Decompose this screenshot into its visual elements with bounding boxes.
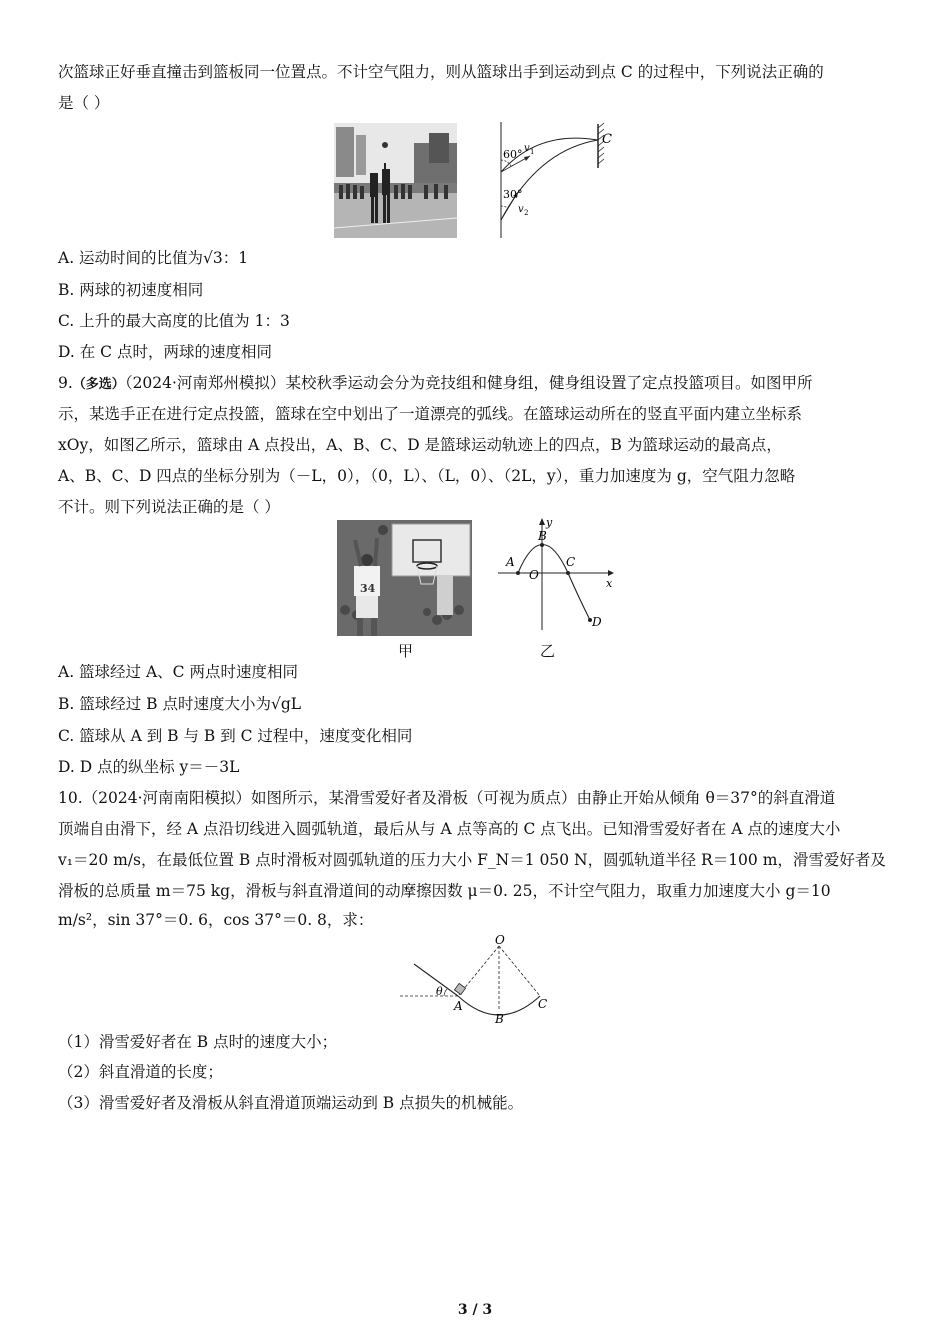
q9-stem-line4: A、B、C、D 四点的坐标分别为（－L，0），（0，L）、（L，0）、（2L，y），重力加速度为 g，空气阻力忽略 bbox=[58, 467, 796, 485]
q10-stem-line1 bbox=[58, 788, 898, 808]
q9-stem-line1 bbox=[58, 373, 898, 395]
q10-number: 10. bbox=[58, 789, 83, 807]
q10-label-a: A bbox=[454, 999, 463, 1013]
q10-label-o: O bbox=[495, 933, 505, 947]
q10-stem-line3: v₁＝20 m/s，在最低位置 B 点时滑板对圆弧轨道的压力大小 F_N＝1 050 N，圆弧轨道半径 R＝100 m，滑雪爱好者及 bbox=[58, 851, 886, 869]
q10-subquestion-1: （1）滑雪爱好者在 B 点时的速度大小； bbox=[58, 1033, 338, 1051]
q8-option-b: B. 两球的初速度相同 bbox=[58, 281, 204, 299]
q10-stem-line5: m/s²，sin 37°＝0. 6，cos 37°＝0. 8，求： bbox=[58, 911, 374, 929]
q10-label-theta: θ bbox=[436, 985, 443, 998]
q9-label-d: D bbox=[592, 615, 602, 629]
q9-option-d: D. D 点的纵坐标 y＝－3L bbox=[58, 758, 240, 776]
q8-stem-line2: 是（ ） bbox=[58, 94, 110, 112]
q9-label-o: O bbox=[529, 568, 539, 582]
q8-v2-label: v bbox=[518, 204, 524, 215]
q9-option-b: B. 篮球经过 B 点时速度大小为√gL bbox=[58, 695, 302, 713]
q9-option-a: A. 篮球经过 A、C 两点时速度相同 bbox=[58, 663, 298, 681]
q10-stem-line2: 顶端自由滑下，经 A 点沿切线进入圆弧轨道，最后从与 A 点等高的 C 点飞出。已知滑雪爱好者在 A 点的速度大小 bbox=[58, 820, 841, 838]
q8-label-c: C bbox=[602, 132, 612, 147]
q9-axis-x-label: x bbox=[606, 577, 613, 590]
q10-source: （2024·河南南阳模拟） bbox=[82, 789, 252, 807]
q8-v1-label: v bbox=[524, 143, 530, 154]
q10-stem-line4: 滑板的总质量 m＝75 kg，滑板与斜直滑道间的动摩擦因数 μ＝0. 25，不计空气阻力，取重力加速度大小 g＝10 bbox=[58, 882, 831, 900]
q9-jersey-number: 34 bbox=[360, 582, 376, 595]
q8-v1-sub: 1 bbox=[530, 148, 535, 156]
q9-stem-text1: 某校秋季运动会分为竞技组和健身组，健身组设置了定点投篮项目。如图甲所 bbox=[285, 374, 813, 392]
q9-coordinate-graph bbox=[496, 516, 616, 632]
q9-label-b: B bbox=[538, 529, 547, 543]
q9-number: 9. bbox=[58, 374, 73, 392]
q8-option-d: D. 在 C 点时，两球的速度相同 bbox=[58, 343, 272, 361]
q8-basketball-photo bbox=[334, 123, 457, 238]
q10-label-b: B bbox=[495, 1012, 504, 1026]
q9-caption-right: 乙 bbox=[540, 642, 556, 660]
q10-ski-track-diagram bbox=[398, 932, 558, 1026]
q9-stem-line2: 示，某选手正在进行定点投篮，篮球在空中划出了一道漂亮的弧线。在篮球运动所在的竖直平面内建立坐标系 bbox=[58, 405, 803, 423]
q9-option-c: C. 篮球从 A 到 B 与 B 到 C 过程中，速度变化相同 bbox=[58, 727, 413, 745]
q8-v2-sub: 2 bbox=[524, 209, 529, 217]
q8-angle-30: 30° bbox=[503, 188, 523, 201]
q9-axis-y-label: y bbox=[546, 516, 553, 529]
q9-source: （2024·河南郑州模拟） bbox=[124, 374, 286, 392]
q8-stem-line1: 次篮球正好垂直撞击到篮板同一位置点。不计空气阻力，则从篮球出手到运动到点 C 的过程中，下列说法正确的 bbox=[58, 63, 824, 81]
q9-caption-left: 甲 bbox=[398, 642, 414, 660]
q8-option-c: C. 上升的最大高度的比值为 1：3 bbox=[58, 312, 290, 330]
q9-label-a: A bbox=[506, 555, 515, 569]
q9-stem-line3: xOy，如图乙所示，篮球由 A 点投出，A、B、C、D 是篮球运动轨迹上的四点，B 为篮球运动的最高点， bbox=[58, 436, 782, 454]
q10-stem-text1: 如图所示，某滑雪爱好者及滑板（可视为质点）由静止开始从倾角 θ＝37°的斜直滑道 bbox=[251, 789, 836, 807]
q8-trajectory-diagram bbox=[498, 120, 618, 240]
q10-subquestion-2: （2）斜直滑道的长度； bbox=[58, 1063, 223, 1081]
q10-subquestion-3: （3）滑雪爱好者及滑板从斜直滑道顶端运动到 B 点损失的机械能。 bbox=[58, 1094, 524, 1112]
q8-option-a: A. 运动时间的比值为√3：1 bbox=[58, 249, 249, 267]
q9-basketball-photo bbox=[337, 520, 472, 636]
q8-angle-60: 60° bbox=[503, 148, 523, 161]
q9-tag: （多选） bbox=[72, 377, 125, 392]
q9-stem-line5: 不计。则下列说法正确的是（ ） bbox=[58, 498, 280, 516]
page-number: 3 / 3 bbox=[457, 1302, 493, 1318]
q10-label-c: C bbox=[538, 997, 548, 1011]
q9-label-c: C bbox=[566, 555, 576, 569]
